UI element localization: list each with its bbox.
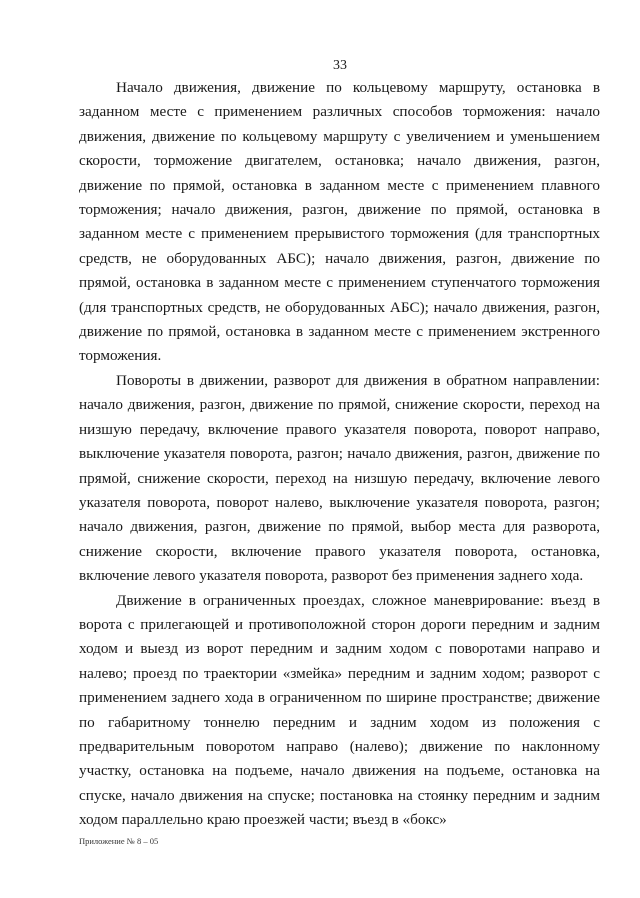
paragraph-turns: Повороты в движении, разворот для движения в обратном направлении: начало движения, разгон, движение по прямой, снижение скорости, переход на низшую передачу, включение правого указателя поворота, поворот направо, выключение указателя поворота, разгон; начало движения, разгон, движение по прямой, снижение скорости, переход на низшую передачу, включение левого указателя поворота, поворот налево, выключение указателя поворота, разгон; начало движения, разгон, движение по прямой, выбор места для разворота, снижение скорости, включение правого указателя поворота, остановка, включение левого указателя поворота, разворот без применения заднего хода. (79, 371, 600, 585)
page-number: 33 (333, 58, 347, 73)
paragraph-maneuvering: Движение в ограниченных проездах, сложное маневрирование: въезд в ворота с прилегающей и противоположной сторон дороги передним и задним ходом и выезд из ворот передним и задним ходом с поворотами направо и налево; проезд по траектории «змейка» передним и задним ходом; разворот с применением заднего хода в ограниченном по ширине пространстве; движение по габаритному тоннелю передним и задним ходом из положения с предварительным поворотом направо (налево); движение по наклонному участку, остановка на подъеме, начало движения на подъеме, остановка на спуске, начало движения на спуске; постановка на стоянку передним и задним ходом параллельно краю проезжей части; въезд в «бокс» (79, 591, 600, 829)
paragraph-braking: Начало движения, движение по кольцевому маршруту, остановка в заданном месте с применением различных способов торможения: начало движения, движение по кольцевому маршруту с увеличением и уменьшением скорости, торможение двигателем, остановка; начало движения, разгон, движение по прямой, остановка в заданном месте с применением плавного торможения; начало движения, разгон, движение по прямой, остановка в заданном месте с применением прерывистого торможения (для транспортных средств, не оборудованных АБС); начало движения, разгон, движение по прямой, остановка в заданном месте с применением ступенчатого торможения (для транспортных средств, не оборудованных АБС); начало движения, разгон, движение по прямой, остановка в заданном месте с применением экстренного торможения. (79, 79, 600, 365)
page-footer: Приложение № 8 – 05 (79, 836, 159, 846)
document-body (79, 76, 600, 833)
